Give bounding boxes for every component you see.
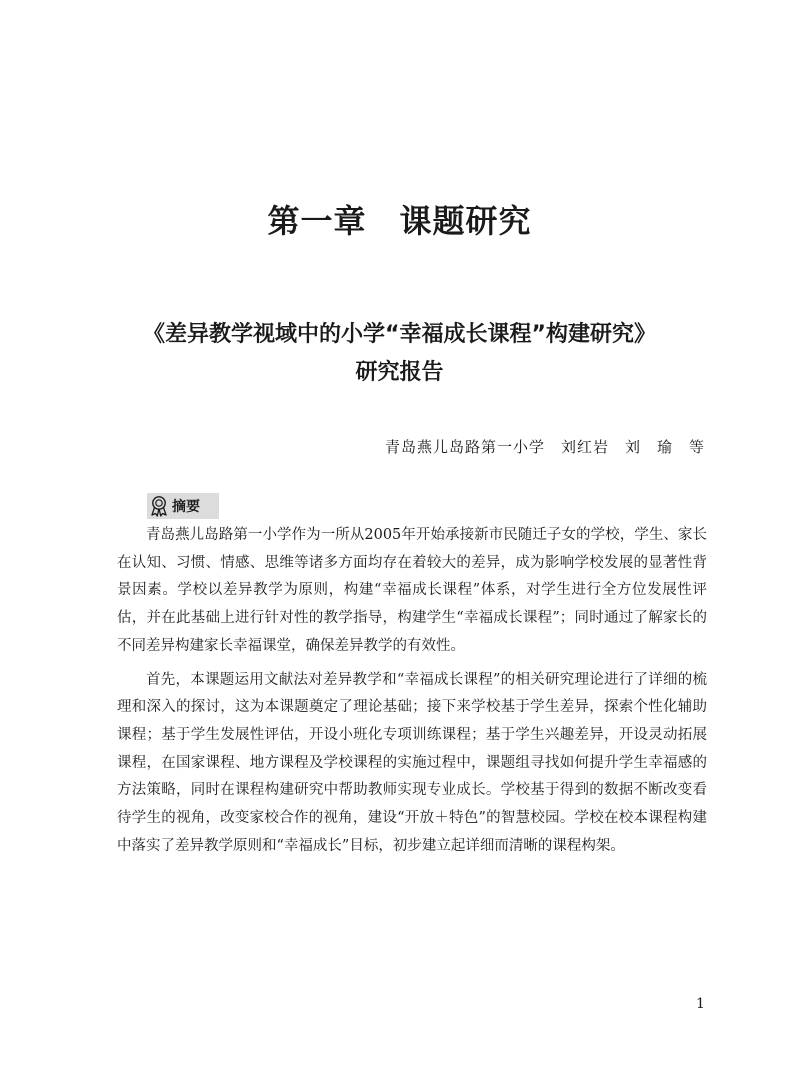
abstract-body [117,522,707,866]
report-title [0,316,799,392]
abstract-paragraph-1: 青岛燕儿岛路第一小学作为一所从2005年开始承接新市民随迁子女的学校，学生、家长在认知、习惯、情感、思维等诸多方面均存在着较大的差异，成为影响学校发展的显著性背景因素。学校以差异教学为原则，构建“幸福成长课程”体系，对学生进行全方位发展性评估，并在此基础上进行针对性的教学指导，构建学生“幸福成长课程”；同时通过了解家长的不同差异构建家长幸福课堂，确保差异教学的有效性。 [117,527,707,654]
authors-line: 青岛燕儿岛路第一小学 刘红岩 刘 瑜 等 [384,438,705,456]
abstract-label [147,493,219,519]
report-title-line-1: 《差异教学视域中的小学“幸福成长课程”构建研究》 [143,322,656,347]
chapter-title: 第一章 课题研究 [267,202,532,240]
abstract-label-text: 摘要 [172,499,200,515]
abstract-paragraph-2: 首先，本课题运用文献法对差异教学和“幸福成长课程”的相关研究理论进行了详细的梳理和深入的探讨，这为本课题奠定了理论基础；接下来学校基于学生差异，探索个性化辅助课程；基于学生发展性评估，开设小班化专项训练课程；基于学生兴趣差异，开设灵动拓展课程，在国家课程、地方课程及学校课程的实施过程中，课题组寻找如何提升学生幸福感的方法策略，同时在课程构建研究中帮助教师实现专业成长。学校基于得到的数据不断改变看待学生的视角，改变家校合作的视角，建设“开放＋特色”的智慧校园。学校在校本课程构建中落实了差异教学原则和“幸福成长”目标，初步建立起详细而清晰的课程构架。 [117,671,707,854]
ribbon-award-icon [149,495,169,517]
page-number: 1 [696,996,705,1012]
report-title-line-2: 研究报告 [355,360,444,385]
